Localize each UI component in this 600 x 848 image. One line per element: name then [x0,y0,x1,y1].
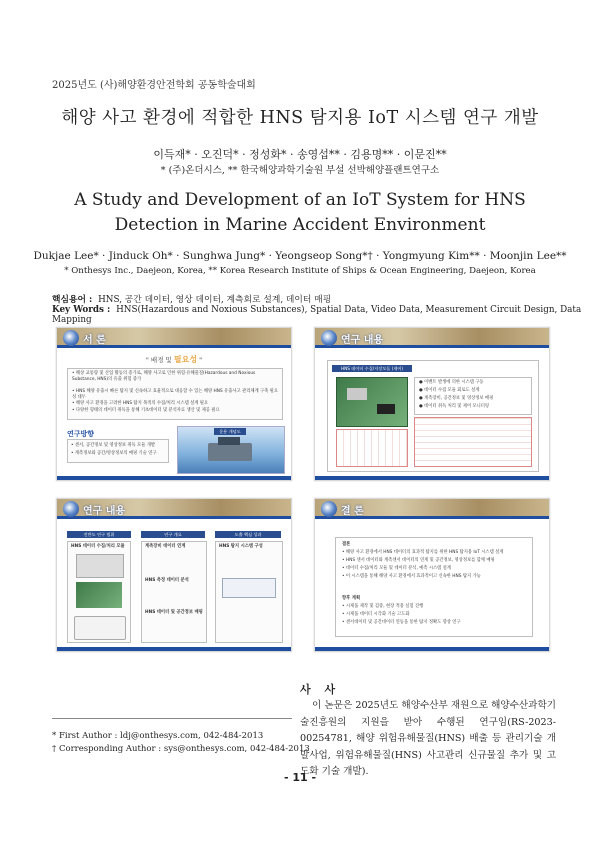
slide-heading-emphasis: 필요성 [173,355,198,364]
plan-line: • 센서데이터 및 공간데이터 연동을 통한 탐지 정확도 향상 연구 [342,620,461,625]
slide-title: 결 론 [341,506,364,517]
keywords-english-text: HNS(Hazardous and Noxious Substances), Spatial Data, Video Data, Measurement Circuit Design, Data Mapping [52,305,582,325]
plan-line: • 시제품 데이터 시각화 기술 고도화 [342,612,410,617]
section-heading: 결론 [342,542,351,547]
bullet-item: • 해양 사고 환경을 고려한 HNS 탐지 목적의 수집/처리 시스템 설계 필요 [72,401,209,406]
bullet-item: • 해상 교통량 및 산업 활동의 증가로, 해양 사고로 인한 위험·유해물질(Hazardous and Noxious Substance, HNS)의 유출 위험 증가 [72,371,256,382]
conclusion-line: • 데이터 수집/처리 모듈 및 데이터 분석, 예측 시스템 설계 [342,566,451,571]
feature-item: ● 데이터 수집 모듈 회로도 설계 [419,388,480,393]
conclusion-line: • HNS 센서 데이터와 계측센서 데이터의 연계 및 공간정보, 영상정보를 함께 매핑 [342,558,495,563]
footnote-corresponding-author: † Corresponding Author : sys@onthesys.com, 042-484-2013 [52,744,310,754]
column-header: 전반도 연구 범위 [67,531,131,538]
column-box [215,541,283,643]
title-english: A Study and Development of an IoT System for HNS Detection in Marine Accident Environment [74,190,526,235]
page-number: - 11 - [283,771,317,784]
module-box-title: HNS 데이터 수집/저장모듈 (제어) [332,365,412,372]
column-box [67,541,131,643]
conclusion-line: • 이 시스템을 통해 해양 사고 환경에서 효과적이고 신속한 HNS 탐지 가능 [342,574,481,579]
keywords-korean-text: HNS, 공간 데이터, 영상 데이터, 계측회로 설계, 데이터 매핑 [98,295,332,305]
background-bullets-box [67,368,283,420]
research-direction-heading: 연구방향 [67,430,95,438]
keywords-korean-label: 핵심용어 : [52,295,93,305]
slide-footer [315,647,549,651]
board-component [377,404,395,414]
column-subheading: 계측장비 데이터 연계 [145,544,186,549]
feature-item: ● 계측장비, 공간정보 및 영상정보 매핑 [419,396,494,401]
footnote-divider [52,718,292,719]
module-box [327,360,539,472]
globe-emblem-icon [321,330,337,346]
column-header: 연구 개요 [141,531,205,538]
globe-emblem-icon [63,330,79,346]
footnote-first-author: * First Author : ldj@onthesys.com, 042-484-2013 [52,731,264,741]
bullet-item: • 다양한 형태의 데이터 취득을 통해 기초데이터 및 분석자료 생산 및 제공 필요 [72,408,220,413]
authors-korean: 이득재* · 오진덕* · 정성화* · 송영섭** · 김용명** · 이문진** [153,148,447,161]
globe-emblem-icon [321,501,337,517]
slide-footer [57,647,291,651]
module-photo [76,554,124,578]
column-subheading: HNS 탐지 시스템 구성 [219,544,263,549]
slide-title: 연구 내용 [341,335,384,346]
slide-introduction [56,327,292,481]
acknowledgement-body: 이 논문은 2025년도 해양수산부 재원으로 해양수산과학기술진흥원의 지원을 받아 수행된 연구임(RS-2023-00254781, 해양 위험유해물질(HNS) 배출 등 관리기술 개발사업, 위험유해물질(HNS) 사고관리 신규물질 추가 및 고도화 기술 개발). [300,700,556,777]
slide-heading-prefix: " 배경 및 [145,356,174,364]
circuit-board-photo [76,582,122,608]
conference-header: 2025년도 (사)해양환경안전학회 공동학술대회 [52,80,256,91]
bullet-item: • 계측정보와 공간/영상정보의 매핑 기술 연구 [71,451,157,456]
column-subheading: HNS 측정 데이터 분석 [145,578,189,583]
system-diagram [222,578,276,598]
circuit-schematic [336,429,408,467]
slide-research-content-2 [56,498,292,652]
platform-illustration [208,443,252,461]
circuit-schematic [414,417,532,467]
feature-item: ● 이벤트 발생에 의한 시스템 구동 [419,380,484,385]
slide-footer [57,476,291,480]
keywords-english [52,305,600,325]
globe-emblem-icon [63,501,79,517]
slide-title: 서 론 [83,335,106,346]
slide-heading [57,354,291,365]
conclusion-box [335,537,533,637]
authors-english: Dukjae Lee* · Jinduck Oh* · Sunghwa Jung* · Yeongseop Song*† · Yongmyung Kim** · Moonjin Lee** [33,250,567,262]
affiliation-korean: * (주)온더시스, ** 한국해양과학기술원 부설 선박해양플랜트연구소 [160,165,440,176]
image-label: 운용 개념도 [214,428,246,435]
bullet-item: • 센서, 공간정보 및 영상정보 취득 모듈 개발 [71,443,156,448]
keywords-english-label: Key Words : [52,305,111,315]
affiliation-english: * Onthesys Inc., Daejeon, Korea, ** Korea Research Institute of Ships & Ocean Engineering, Daejeon, Korea [64,266,536,276]
circuit-board-photo [336,377,408,427]
board-component [347,388,367,400]
keywords-korean [52,292,331,305]
slide-conclusion [314,498,550,652]
module-features-list [414,377,532,415]
bullet-item: • HNS 해양 유출시 빠른 탐지 및 신속하고 효율적으로 대응할 수 있는 해양 HNS 유출사고 관리체계 구축 필요성 대두 [72,389,278,400]
column-subheading: HNS 데이터 수집/처리 모듈 [71,544,125,549]
title-korean: 해양 사고 환경에 적합한 HNS 탐지용 IoT 시스템 연구 개발 [61,108,539,128]
structure-illustration [218,437,240,445]
slide-heading-suffix: " [197,356,203,364]
plan-line: • 시제품 제작 및 검증, 현장 적용 실험 진행 [342,604,424,609]
column-box [141,541,207,643]
column-header: 도출 핵심 성과 [215,531,281,538]
section-heading: 향후 계획 [342,596,361,601]
concept-diagram-image [177,426,285,474]
feature-item: ● 데이터 취득 처리 및 제어 모니터링 [419,404,490,409]
conclusion-line: • 해양 사고 환경에서 HNS 데이터의 효과적 탐지를 위한 HNS 탐지용 IoT 시스템 설계 [342,550,504,555]
column-subheading: HNS 데이터 및 공간정보 매핑 [145,610,203,615]
slide-footer [315,476,549,480]
slide-title: 연구 내용 [83,506,126,517]
slide-research-content-1 [314,327,550,481]
device-enclosure-photo [74,616,126,640]
research-direction-box [67,439,169,463]
acknowledgement-heading: 사 사 [300,683,341,696]
